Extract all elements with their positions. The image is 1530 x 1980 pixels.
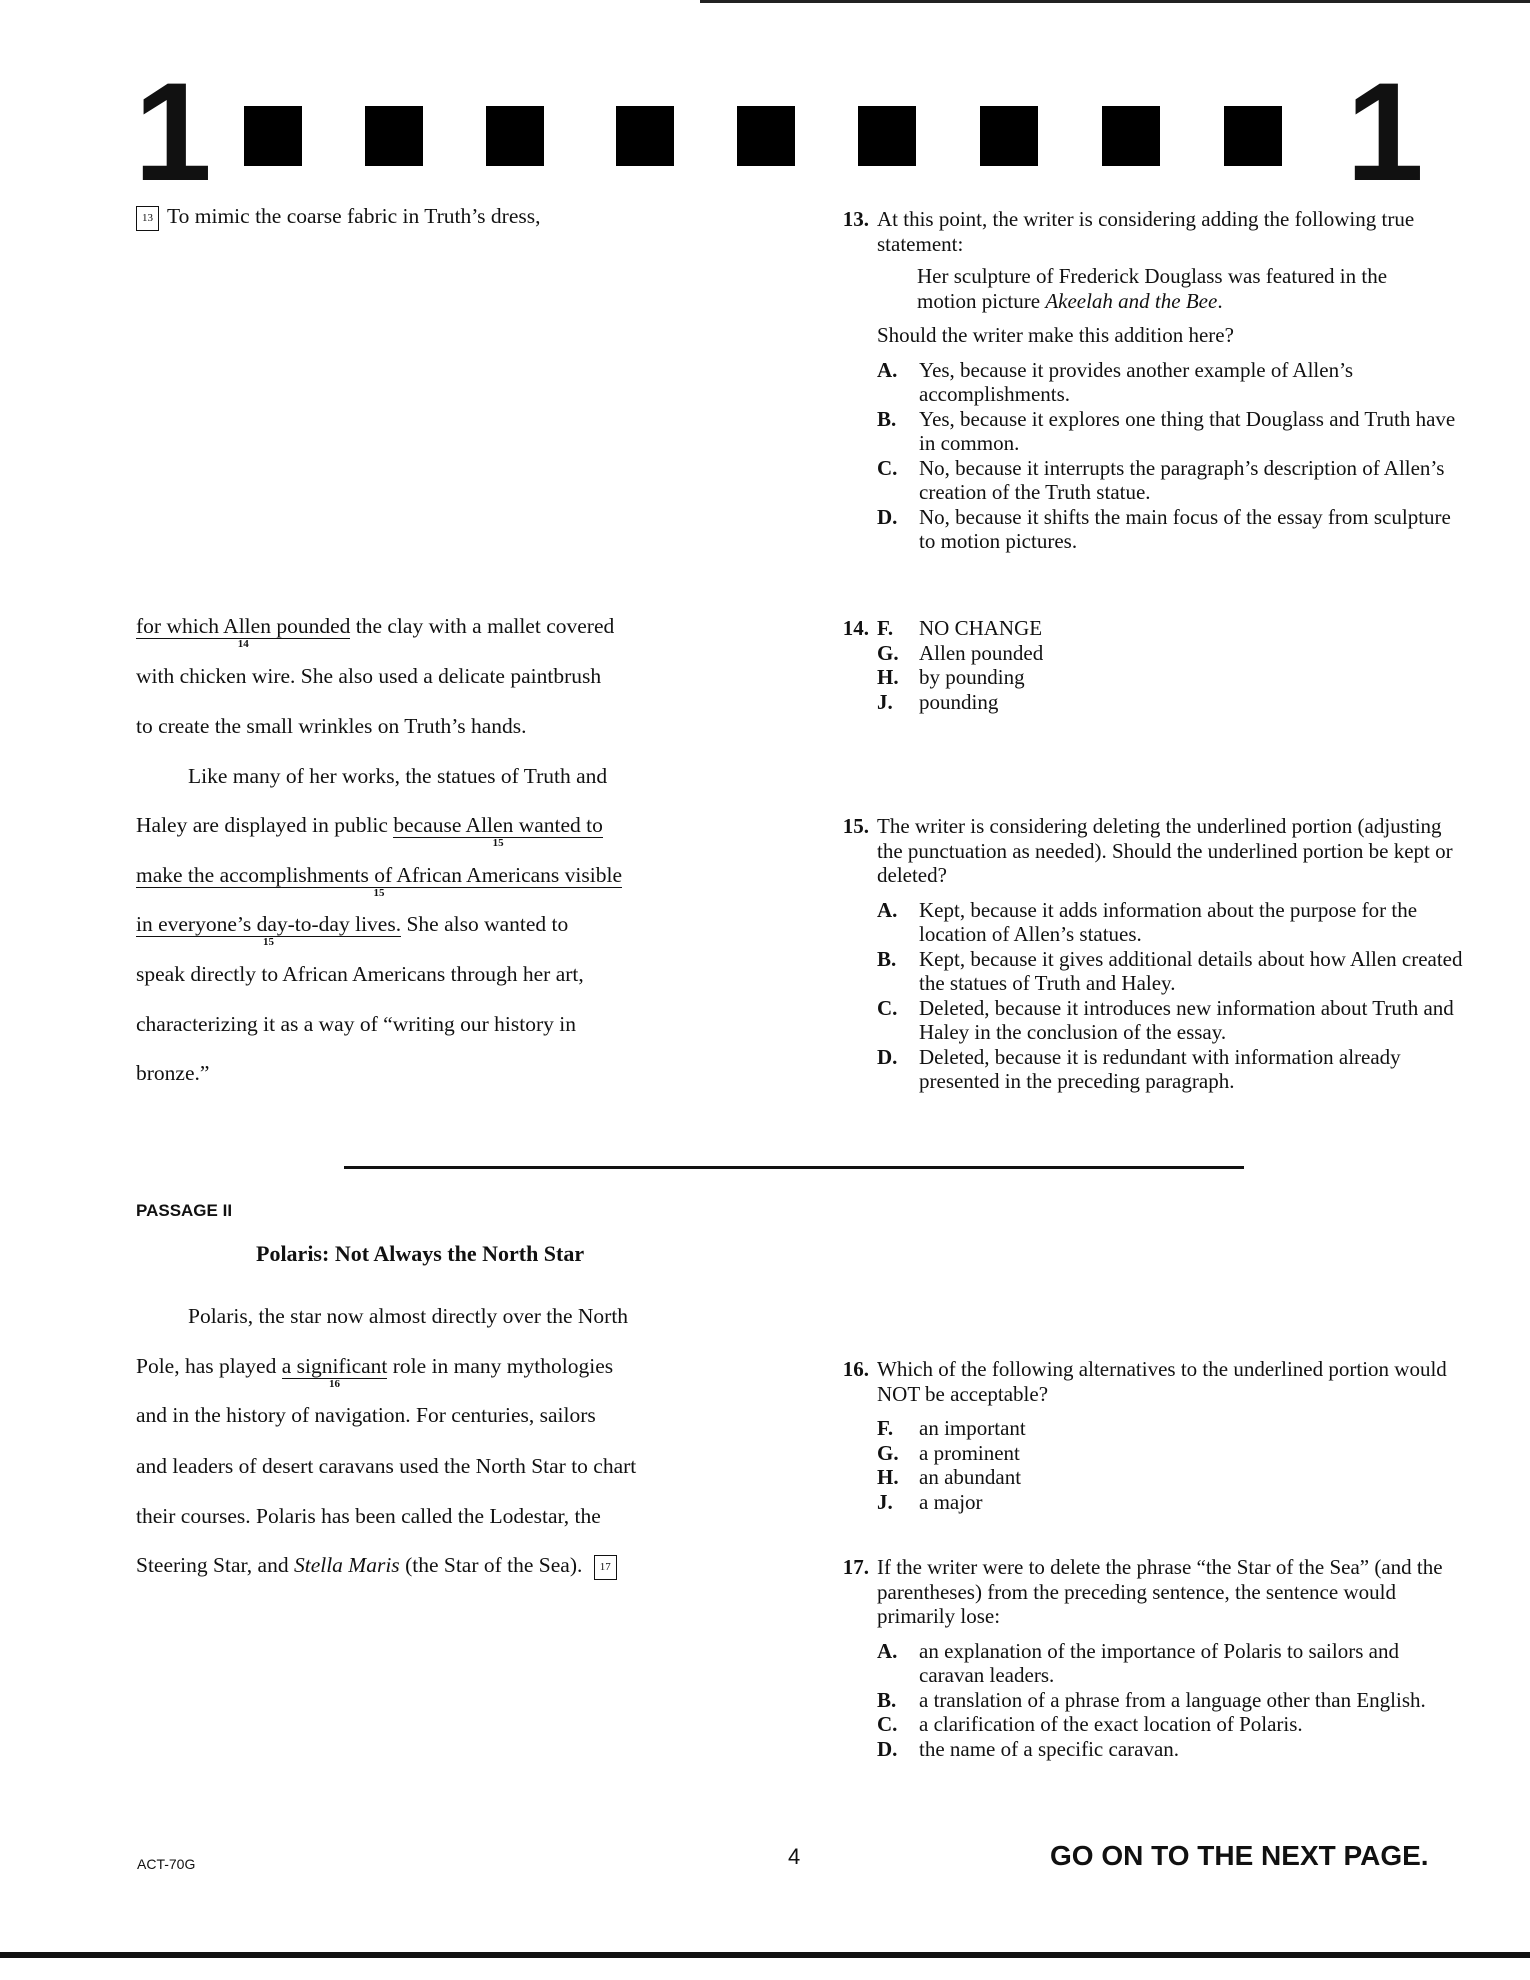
option-letter: H.	[877, 1465, 899, 1489]
answer-option-b[interactable]	[877, 947, 1465, 996]
header-block	[244, 106, 302, 166]
question-number: 16.	[842, 1357, 869, 1381]
answer-options	[877, 616, 1465, 714]
answer-option-f[interactable]	[877, 1416, 1465, 1441]
option-text: by pounding	[919, 665, 1025, 689]
answer-options	[877, 1639, 1465, 1762]
answer-options	[877, 898, 1465, 1094]
question-17	[825, 1555, 1465, 1761]
question-stem: At this point, the writer is considering adding the following true statement:	[877, 207, 1415, 256]
header-block	[1102, 106, 1160, 166]
passage-text: Haley are displayed in public	[136, 813, 394, 837]
question-number-marker: 14	[237, 638, 249, 650]
passage-line: bronze.”	[136, 1061, 210, 1085]
option-letter: B.	[877, 1687, 897, 1712]
answer-option-a[interactable]	[877, 898, 1465, 947]
option-text: a prominent	[919, 1440, 1020, 1465]
answer-option-h[interactable]	[877, 1465, 1465, 1490]
passage-text: Steering Star, and	[136, 1553, 294, 1577]
underlined-portion-16[interactable]	[281, 1354, 388, 1390]
header-block	[1224, 106, 1282, 166]
film-title: Akeelah and the Bee	[1045, 288, 1218, 313]
option-letter: A.	[877, 897, 898, 922]
option-letter: J.	[877, 689, 893, 714]
question-prompt: Should the writer make this addition here?	[877, 323, 1234, 347]
header-block	[737, 106, 795, 166]
question-15	[825, 814, 1465, 1094]
answer-option-d[interactable]	[877, 1045, 1465, 1094]
page-number: 4	[788, 1844, 801, 1869]
option-text: an abundant	[919, 1465, 1022, 1489]
option-letter: D.	[877, 1044, 898, 1069]
answer-option-c[interactable]	[877, 996, 1465, 1045]
latin-name: Stella Maris	[293, 1553, 400, 1577]
answer-option-b[interactable]	[877, 1688, 1465, 1713]
passage-title: Polaris: Not Always the North Star	[256, 1241, 585, 1266]
question-number-marker: 15	[263, 936, 275, 948]
passage-line	[136, 813, 603, 849]
answer-option-g[interactable]	[877, 1441, 1465, 1466]
top-border	[700, 0, 1530, 3]
underlined-text: make the accomplishments of African Americans visible	[136, 863, 622, 887]
passage-line	[136, 204, 541, 231]
option-text: the name of a specific caravan.	[919, 1736, 1180, 1761]
underlined-text: because Allen wanted to	[393, 813, 603, 837]
question-number-marker: 15	[373, 887, 385, 899]
passage-line: Like many of her works, the statues of Truth and	[188, 764, 608, 788]
answer-option-f[interactable]	[877, 616, 1465, 641]
option-letter: G.	[877, 640, 899, 665]
passage-text: role in many mythologies	[387, 1354, 614, 1378]
option-text: NO CHANGE	[919, 616, 1043, 640]
option-text: Allen pounded	[919, 640, 1044, 665]
answer-option-h[interactable]	[877, 665, 1465, 690]
option-letter: D.	[877, 504, 898, 529]
answer-option-d[interactable]	[877, 505, 1465, 554]
question-number: 13.	[842, 207, 869, 231]
question-number: 14.	[842, 616, 869, 640]
option-letter: A.	[877, 357, 898, 382]
header-block	[486, 106, 544, 166]
option-letter: G.	[877, 1440, 899, 1465]
question-box-17[interactable]: 17	[594, 1555, 617, 1580]
passage-line: and in the history of navigation. For centuries, sailors	[136, 1403, 596, 1427]
option-letter: A.	[877, 1638, 898, 1663]
proposed-statement	[917, 264, 1445, 313]
statement-text: Her sculpture of Frederick Douglass was featured in the motion picture	[917, 264, 1388, 313]
passage-line	[136, 863, 622, 899]
answer-option-j[interactable]	[877, 1490, 1465, 1515]
option-letter: C.	[877, 1712, 898, 1736]
answer-option-a[interactable]	[877, 358, 1465, 407]
answer-option-c[interactable]	[877, 456, 1465, 505]
next-page-notice: GO ON TO THE NEXT PAGE.	[1050, 1840, 1429, 1871]
passage-text: She also wanted to	[401, 912, 569, 936]
option-letter: F.	[877, 1416, 894, 1440]
bottom-border	[0, 1952, 1530, 1958]
answer-option-c[interactable]	[877, 1712, 1465, 1737]
header-block	[616, 106, 674, 166]
question-number: 17.	[842, 1555, 869, 1579]
question-stem: If the writer were to delete the phrase “the Star of the Sea” (and the parentheses) from the preceding sentence, the sentence would primarily lose:	[877, 1555, 1443, 1628]
passage-line	[136, 1354, 614, 1390]
underlined-portion-14[interactable]	[136, 614, 351, 650]
question-stem: The writer is considering deleting the underlined portion (adjusting the punctuation as needed). Should the underlined portion be kept or deleted?	[877, 814, 1453, 887]
question-16	[825, 1357, 1465, 1514]
answer-option-b[interactable]	[877, 407, 1465, 456]
option-text: an important	[919, 1416, 1026, 1440]
question-number: 15.	[842, 814, 869, 838]
option-letter: B.	[877, 946, 897, 971]
option-text: a clarification of the exact location of Polaris.	[919, 1712, 1303, 1736]
answer-options	[877, 1416, 1465, 1514]
passage-line: speak directly to African Americans through her art,	[136, 962, 584, 986]
underlined-text: for which Allen pounded	[136, 614, 351, 638]
answer-option-a[interactable]	[877, 1639, 1465, 1688]
passage-line	[136, 1553, 617, 1580]
passage-divider	[344, 1166, 1244, 1169]
section-header	[134, 53, 1440, 210]
form-code: ACT-70G	[137, 1856, 196, 1872]
passage-line: with chicken wire. She also used a delicate paintbrush	[136, 664, 602, 688]
question-stem: Which of the following alternatives to the underlined portion would NOT be acceptable?	[877, 1357, 1447, 1406]
question-number-marker: 15	[492, 837, 504, 849]
passage-line: and leaders of desert caravans used the North Star to chart	[136, 1454, 637, 1478]
option-text: a major	[919, 1489, 983, 1514]
option-text: Yes, because it explores one thing that Douglass and Truth have in common.	[919, 406, 1456, 455]
question-14	[825, 616, 1465, 714]
answer-option-g[interactable]	[877, 641, 1465, 666]
option-text: Kept, because it gives additional details about how Allen created the statues of Truth and Haley.	[919, 946, 1463, 995]
passage-text: (the Star of the Sea).	[399, 1553, 583, 1577]
option-letter: F.	[877, 616, 894, 640]
option-text: pounding	[919, 689, 999, 714]
header-block	[365, 106, 423, 166]
passage-line	[136, 614, 615, 650]
option-letter: C.	[877, 995, 898, 1020]
question-number-marker: 16	[329, 1378, 341, 1390]
section-number-right: 1	[1346, 53, 1424, 210]
section-number-left: 1	[134, 53, 212, 210]
statement-text: .	[1217, 288, 1223, 313]
option-text: Kept, because it adds information about the purpose for the location of Allen’s statues.	[919, 897, 1418, 946]
passage-text: Pole, has played	[136, 1354, 282, 1378]
question-box-13[interactable]: 13	[136, 206, 159, 231]
header-block	[858, 106, 916, 166]
passage-line: to create the small wrinkles on Truth’s hands.	[136, 714, 527, 738]
passage-line: characterizing it as a way of “writing our history in	[136, 1012, 577, 1036]
underlined-text: a significant	[281, 1354, 388, 1378]
option-text: a translation of a phrase from a language other than English.	[919, 1687, 1426, 1712]
passage-text: the clay with a mallet covered	[350, 614, 615, 638]
option-letter: J.	[877, 1489, 893, 1514]
option-text: No, because it interrupts the paragraph’s description of Allen’s creation of the Truth statue.	[919, 455, 1445, 504]
option-text: Deleted, because it introduces new information about Truth and Haley in the conclusion of the essay.	[919, 995, 1454, 1044]
option-letter: H.	[877, 665, 899, 689]
underlined-text: in everyone’s day-to-day lives.	[136, 912, 402, 936]
option-letter: D.	[877, 1736, 898, 1761]
option-text: Yes, because it provides another example of Allen’s accomplishments.	[919, 357, 1354, 406]
option-text: an explanation of the importance of Polaris to sailors and caravan leaders.	[919, 1638, 1399, 1687]
header-block	[980, 106, 1038, 166]
option-letter: B.	[877, 406, 897, 431]
option-letter: C.	[877, 455, 898, 480]
passage-label: PASSAGE II	[136, 1201, 233, 1220]
question-13	[825, 207, 1465, 554]
passage-line: Polaris, the star now almost directly over the North	[188, 1304, 629, 1328]
option-text: No, because it shifts the main focus of the essay from sculpture to motion pictures.	[919, 504, 1451, 553]
underlined-portion-15[interactable]	[136, 863, 622, 899]
option-text: Deleted, because it is redundant with information already presented in the preceding paragraph.	[919, 1044, 1401, 1093]
answer-option-j[interactable]	[877, 690, 1465, 715]
answer-options	[877, 358, 1465, 554]
passage-text: To mimic the coarse fabric in Truth’s dress,	[167, 204, 541, 228]
answer-option-d[interactable]	[877, 1737, 1465, 1762]
passage-line: their courses. Polaris has been called the Lodestar, the	[136, 1504, 601, 1528]
underlined-portion-15[interactable]	[136, 912, 402, 948]
passage-line	[136, 912, 569, 948]
underlined-portion-15[interactable]	[393, 813, 603, 849]
